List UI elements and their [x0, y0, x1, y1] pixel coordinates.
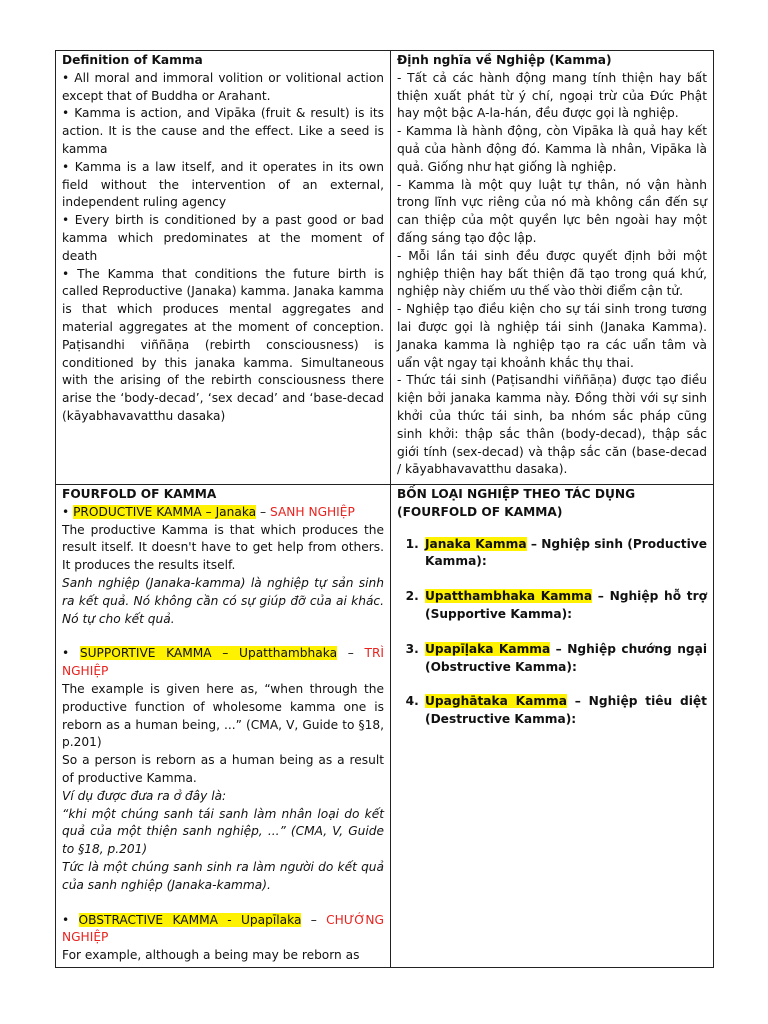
definition-english-item: • Kamma is a law itself, and it operates in its own field without the intervention of an external, independent ruling agency [62, 159, 384, 210]
supportive-vietnamese-text: Ví dụ được đưa ra ở đây là: [62, 788, 227, 803]
kamma-kind-desc: – Nghiệp chướng ngại (Obstructive Kamma): [425, 641, 707, 674]
kamma-kind-name: Upaghātaka Kamma [425, 694, 567, 709]
definition-english-cell [56, 51, 391, 485]
productive-english-text: The productive Kamma is that which produces the result itself. It doesn't have to get help from others. It produces the results itself. [62, 522, 384, 573]
kamma-kinds-list [397, 536, 707, 729]
definition-vietnamese-item: - Kamma là hành động, còn Vipāka là quả hay kết quả của hành động đó. Kamma là nhân, Vipāka là quả. Giống như hạt giống là nghiệp. [397, 124, 707, 174]
definition-english-item: • Every birth is conditioned by a past good or bad kamma which predominates at the moment of death [62, 213, 384, 263]
kamma-table [55, 50, 714, 968]
obstructive-heading [62, 912, 384, 948]
kamma-kind-item [423, 588, 707, 624]
fourfold-vietnamese-title: BỐN LOẠI NGHIỆP THEO TÁC DỤNG (FOURFOLD OF KAMMA) [397, 487, 636, 519]
productive-heading [62, 504, 384, 522]
supportive-heading [62, 645, 384, 681]
obstructive-label: OBSTRACTIVE KAMMA - Upapīlaka [78, 912, 302, 927]
kamma-kind-desc: – Nghiệp hỗ trợ (Supportive Kamma): [425, 589, 708, 621]
productive-vietnamese-text: Sanh nghiệp (Janaka-kamma) là nghiệp tự sản sinh ra kết quả. Nó không cần có sự giúp đỡ của ai khác. Nó tự cho kết quả. [62, 575, 384, 626]
bullet: • [62, 646, 70, 661]
definition-vietnamese-item: - Thức tái sinh (Paṭisandhi viññāṇa) được tạo điều kiện bởi janaka kamma này. Đồng thời với sự sinh khởi của thức tái sinh, ba nhóm sắc pháp cũng sinh khởi: thập sắc thân (body-decad), thập sắc giới tính (sex-decad) và thập sắc căn (base-decad / kāyabhavavatthu dasaka). [397, 373, 707, 477]
supportive-english-text-2: So a person is reborn as a human being as a result of productive Kamma. [62, 753, 384, 785]
definition-vietnamese-item: - Tất cả các hành động mang tính thiện hay bất thiện xuất phát từ ý chí, ngoại trừ của Đức Phật hay một bậc A-la-hán, đều được gọi là nghiệp. [397, 70, 707, 121]
definition-vietnamese-item: - Mỗi lần tái sinh đều được quyết định bởi một nghiệp thiện hay bất thiện đã tạo trong quá khứ, nghiệp này chiếm ưu thế vào thời điểm cận tử. [397, 248, 707, 299]
spacer [62, 628, 384, 645]
definition-vietnamese-title: Định nghĩa về Nghiệp (Kamma) [397, 53, 612, 67]
definition-vietnamese-cell [391, 51, 714, 485]
supportive-label: SUPPORTIVE KAMMA – Upatthambhaka [79, 646, 338, 661]
kamma-kind-item [423, 693, 707, 729]
bullet: • [62, 504, 70, 519]
definition-row [56, 51, 714, 485]
fourfold-english-cell [56, 485, 391, 968]
kamma-kind-name: Janaka Kamma [425, 536, 527, 551]
definition-english-item: • The Kamma that conditions the future birth is called Reproductive (Janaka) kamma. Janaka kamma is that which produces mental aggregates and material aggregates at the moment of conception. Paṭisandhi viññāṇa (rebirth consciousness) is conditioned by this janaka kamma. Simultaneous with the arising of the rebirth consciousness there arise the ‘body-decad’, ‘sex decad’ and ‘base-decad (kāyabhavavatthu dasaka) [62, 266, 384, 423]
kamma-kind-item [423, 536, 707, 572]
kamma-kind-item [423, 641, 707, 677]
supportive-vietnamese-text-3: Tức là một chúng sanh sinh ra làm người do kết quả của sanh nghiệp (Janaka-kamma). [62, 859, 384, 892]
fourfold-vietnamese-cell [391, 485, 714, 968]
supportive-english-text: The example is given here as, “when through the productive function of wholesome kamma one is reborn as a human being, ...” (CMA, V, Guide to §18, p.201) [62, 681, 384, 750]
kamma-kind-name: Upapīḷaka Kamma [425, 641, 551, 656]
dash: – [310, 912, 317, 927]
bullet: • [62, 912, 70, 927]
productive-vi-label: SANH NGHIỆP [270, 504, 355, 519]
supportive-vi-label: TRÌ NGHIỆP [62, 646, 385, 679]
dash: – [260, 504, 267, 519]
obstructive-vi-label: CHƯỚNG NGHIỆP [62, 912, 384, 945]
definition-english-item: • All moral and immoral volition or volitional action except that of Buddha or Arahant. [62, 70, 384, 103]
kamma-kind-desc: – Nghiệp tiêu diệt (Destructive Kamma): [425, 694, 707, 727]
productive-label: PRODUCTIVE KAMMA – Janaka [73, 504, 257, 519]
definition-vietnamese-item: - Nghiệp tạo điều kiện cho sự tái sinh trong tương lai được gọi là nghiệp tái sinh (Janaka Kamma). Janaka kamma là nghiệp tạo ra các uẩn tâm và uẩn vật ngay tại khoảnh khắc thụ thai. [397, 302, 707, 370]
spacer [62, 895, 384, 912]
definition-vietnamese-item: - Kamma là một quy luật tự thân, nó vận hành trong lĩnh vực riêng của nó mà không cần đến sự can thiệp của một quyền lực bên ngoài hay một đấng sáng tạo độc lập. [397, 177, 707, 245]
kamma-kind-desc: – Nghiệp sinh (Productive Kamma): [425, 536, 708, 569]
fourfold-english-title: FOURFOLD OF KAMMA [62, 487, 217, 501]
kamma-kind-name: Upatthambhaka Kamma [425, 589, 593, 604]
definition-english-item: • Kamma is action, and Vipāka (fruit & result) is its action. It is the cause and the effect. Like a seed is kamma [62, 106, 384, 156]
fourfold-row [56, 485, 714, 968]
supportive-vietnamese-quote: “khi một chúng sanh tái sanh làm nhân loại do kết quả của một thiện sanh nghiệp, ...” (CMA, V, Guide to §18, p.201) [62, 806, 384, 857]
definition-english-title: Definition of Kamma [62, 53, 203, 67]
dash: – [347, 646, 354, 661]
obstructive-english-text: For example, although a being may be reborn as [62, 948, 360, 963]
